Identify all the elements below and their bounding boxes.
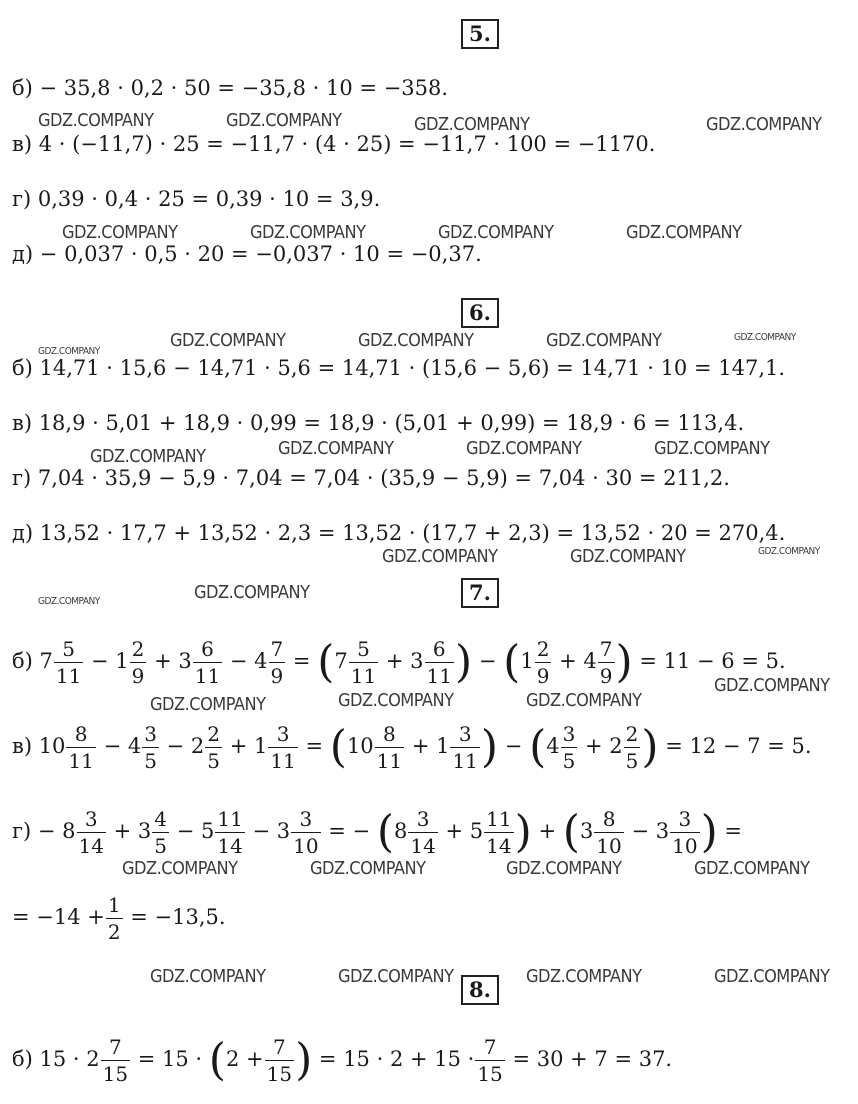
watermark: GDZ.COMPANY	[694, 858, 810, 879]
solution-line-7g-continued	[12, 892, 226, 945]
solution-line-5d: д) − 0,037 · 0,5 · 20 = −0,037 · 10 = −0,37.	[12, 242, 482, 266]
term: −	[504, 734, 523, 758]
fraction: $\frac{5}{11}$	[350, 637, 377, 688]
fraction: $\frac{8}{10}$	[596, 807, 622, 858]
watermark: GDZ.COMPANY	[150, 966, 266, 987]
watermark: GDZ.COMPANY	[150, 694, 266, 715]
fraction: $\frac{3}{5}$	[144, 722, 157, 773]
term: − 2	[166, 734, 205, 758]
fraction: $\frac{7}{15}$	[477, 1035, 503, 1086]
solution-line-7v	[12, 721, 812, 774]
term: 2 +	[225, 1047, 264, 1071]
term: 1	[520, 649, 534, 673]
term: +	[538, 819, 557, 843]
watermark: GDZ.COMPANY	[438, 222, 554, 243]
term: = 15 · 2 + 15 ·	[318, 1047, 475, 1071]
term: + 3	[154, 649, 192, 673]
term: 8	[394, 819, 408, 843]
watermark: GDZ.COMPANY	[62, 222, 178, 243]
term: −	[478, 649, 497, 673]
term: − 3	[631, 819, 670, 843]
watermark: GDZ.COMPANY	[170, 330, 286, 351]
left-paren: (	[503, 636, 521, 688]
watermark: GDZ.COMPANY	[526, 966, 642, 987]
watermark: GDZ.COMPANY	[226, 110, 342, 131]
fraction: $\frac{3}{10}$	[672, 807, 698, 858]
term: в) 10	[12, 734, 66, 758]
watermark: GDZ.COMPANY	[382, 546, 498, 567]
term: = −13,5.	[130, 905, 226, 929]
watermark: GDZ.COMPANY	[626, 222, 742, 243]
solution-line-8b	[12, 1034, 672, 1087]
term: + 1	[411, 734, 450, 758]
watermark: GDZ.COMPANY	[734, 332, 796, 343]
task-number-5: 5.	[461, 19, 499, 49]
term: = 15 ·	[137, 1047, 203, 1071]
solution-line-6v: в) 18,9 · 5,01 + 18,9 · 0,99 = 18,9 · (5,01 + 0,99) = 18,9 · 6 = 113,4.	[12, 411, 745, 435]
watermark: GDZ.COMPANY	[414, 114, 530, 135]
watermark: GDZ.COMPANY	[706, 114, 822, 135]
fraction: $\frac{2}{5}$	[625, 722, 639, 773]
fraction: $\frac{2}{9}$	[131, 637, 145, 688]
term: − 4	[103, 734, 142, 758]
fraction: $\frac{3}{11}$	[270, 722, 296, 773]
solution-line-5g: г) 0,39 · 0,4 · 25 = 0,39 · 10 = 3,9.	[12, 187, 381, 211]
right-paren: )	[700, 806, 718, 858]
fraction: $\frac{3}{14}$	[410, 807, 436, 858]
solution-line-5v: в) 4 · (−11,7) · 25 = −11,7 · (4 · 25) = −11,7 · 100 = −1170.	[12, 132, 656, 156]
fraction: $\frac{6}{11}$	[426, 637, 452, 688]
term: + 3	[385, 649, 424, 673]
term: = −	[328, 819, 371, 843]
fraction: $\frac{7}{15}$	[266, 1035, 293, 1086]
term: + 2	[585, 734, 623, 758]
term: 3	[579, 819, 594, 843]
fraction: $\frac{11}{14}$	[486, 807, 512, 858]
solution-line-6b: б) 14,71 · 15,6 − 14,71 · 5,6 = 14,71 · (15,6 − 5,6) = 14,71 · 10 = 147,1.	[12, 356, 786, 380]
watermark: GDZ.COMPANY	[310, 858, 426, 879]
solution-line-7g	[12, 806, 742, 859]
term: 4	[546, 734, 560, 758]
right-paren: )	[641, 721, 659, 773]
term: − 4	[229, 649, 268, 673]
fraction: $\frac{3}{11}$	[452, 722, 478, 773]
left-paren: (	[562, 806, 580, 858]
watermark: GDZ.COMPANY	[250, 222, 366, 243]
watermark: GDZ.COMPANY	[526, 690, 642, 711]
term: = 11 − 6 = 5.	[639, 649, 786, 673]
term: =	[724, 819, 743, 843]
watermark: GDZ.COMPANY	[338, 966, 454, 987]
solution-line-7b	[12, 636, 786, 689]
term: − 3	[252, 819, 291, 843]
right-paren: )	[455, 636, 473, 688]
term: б) 7	[12, 649, 53, 673]
fraction: $\frac{1}{2}$	[107, 893, 121, 944]
task-number-6: 6.	[461, 298, 499, 328]
watermark: GDZ.COMPANY	[278, 438, 394, 459]
watermark: GDZ.COMPANY	[38, 110, 154, 131]
left-paren: (	[329, 721, 347, 773]
fraction: $\frac{7}{9}$	[599, 637, 613, 688]
term: − 1	[91, 649, 129, 673]
term: =	[292, 649, 311, 673]
fraction: $\frac{8}{11}$	[68, 722, 94, 773]
term: г) − 8	[12, 819, 76, 843]
watermark: GDZ.COMPANY	[758, 546, 820, 557]
term: = 12 − 7 = 5.	[665, 734, 812, 758]
watermark: GDZ.COMPANY	[38, 346, 100, 357]
watermark: GDZ.COMPANY	[714, 675, 830, 696]
watermark: GDZ.COMPANY	[546, 330, 662, 351]
task-number-8: 8.	[461, 975, 499, 1005]
fraction: $\frac{3}{10}$	[293, 807, 319, 858]
term: =	[305, 734, 324, 758]
fraction: $\frac{6}{11}$	[194, 637, 221, 688]
left-paren: (	[529, 721, 547, 773]
term: = 30 + 7 = 37.	[512, 1047, 673, 1071]
fraction: $\frac{5}{11}$	[55, 637, 82, 688]
solution-line-6d: д) 13,52 · 17,7 + 13,52 · 2,3 = 13,52 · (17,7 + 2,3) = 13,52 · 20 = 270,4.	[12, 521, 786, 545]
term: + 1	[229, 734, 268, 758]
watermark: GDZ.COMPANY	[466, 438, 582, 459]
fraction: $\frac{3}{5}$	[562, 722, 576, 773]
watermark: GDZ.COMPANY	[506, 858, 622, 879]
right-paren: )	[615, 636, 633, 688]
fraction: $\frac{2}{5}$	[207, 722, 220, 773]
term: б) 15 · 2	[12, 1047, 100, 1071]
fraction: $\frac{8}{11}$	[376, 722, 403, 773]
term: + 4	[559, 649, 597, 673]
left-paren: (	[208, 1034, 226, 1086]
left-paren: (	[317, 636, 335, 688]
watermark: GDZ.COMPANY	[194, 582, 310, 603]
watermark: GDZ.COMPANY	[714, 966, 830, 987]
fraction: $\frac{7}{9}$	[270, 637, 284, 688]
term: + 5	[445, 819, 484, 843]
fraction: $\frac{3}{14}$	[78, 807, 104, 858]
watermark: GDZ.COMPANY	[338, 690, 454, 711]
fraction: $\frac{4}{5}$	[154, 807, 168, 858]
term: + 3	[113, 819, 152, 843]
right-paren: )	[514, 806, 532, 858]
task-number-7: 7.	[461, 578, 499, 608]
fraction: $\frac{11}{14}$	[217, 807, 243, 858]
watermark: GDZ.COMPANY	[38, 596, 100, 607]
term: = −14 +	[12, 905, 105, 929]
term: − 5	[176, 819, 215, 843]
right-paren: )	[480, 721, 499, 773]
watermark: GDZ.COMPANY	[570, 546, 686, 567]
watermark: GDZ.COMPANY	[122, 858, 238, 879]
watermark: GDZ.COMPANY	[654, 438, 770, 459]
fraction: $\frac{2}{9}$	[536, 637, 550, 688]
solution-line-6g: г) 7,04 · 35,9 − 5,9 · 7,04 = 7,04 · (35,9 − 5,9) = 7,04 · 30 = 211,2.	[12, 466, 730, 490]
term: 7	[334, 649, 348, 673]
left-paren: (	[376, 806, 395, 858]
fraction: $\frac{7}{15}$	[102, 1035, 129, 1086]
right-paren: )	[295, 1034, 313, 1086]
watermark: GDZ.COMPANY	[90, 446, 206, 467]
solution-line-5b: б) − 35,8 · 0,2 · 50 = −35,8 · 10 = −358.	[12, 76, 449, 100]
term: 10	[346, 734, 374, 758]
watermark: GDZ.COMPANY	[358, 330, 474, 351]
